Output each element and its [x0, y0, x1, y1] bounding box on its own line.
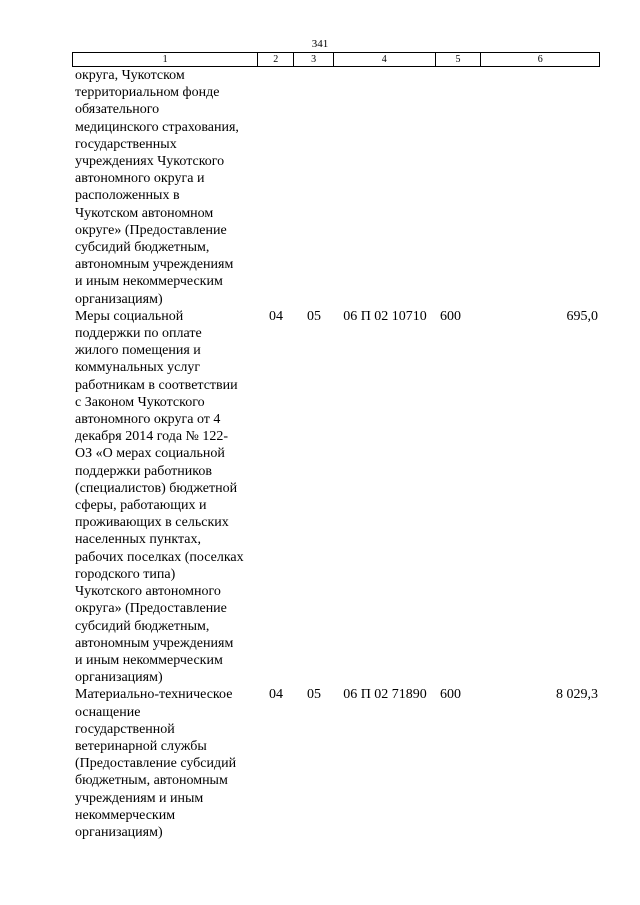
description-line: проживающих в сельских [75, 515, 229, 531]
description-line: организациям) [75, 291, 163, 307]
description-line: коммунальных услуг [75, 360, 201, 376]
row-amount [482, 67, 600, 308]
description-line: сферы, работающих и [75, 498, 207, 514]
budget-table [72, 52, 600, 841]
header-col-6: 6 [537, 54, 543, 65]
description-line: поддержки по оплате [75, 326, 202, 342]
description-line: государственной [75, 721, 175, 737]
header-col-1: 1 [73, 53, 258, 66]
description-line: организациям) [75, 670, 163, 686]
description-line: Чукотского автономного [75, 584, 221, 600]
description-line: (Предоставление субсидий [75, 756, 237, 772]
row-description [72, 67, 258, 308]
row-expense-type: 600 [440, 308, 461, 324]
description-line: государственных [75, 136, 177, 152]
description-line: округа, Чукотском [75, 68, 185, 83]
row-expense-type: 600 [440, 687, 461, 703]
row-subsection [294, 67, 334, 308]
column-number-header [72, 52, 600, 67]
description-line: Чукотском автономном [75, 205, 214, 221]
description-line: оснащение [75, 704, 141, 720]
description-line: и иным некоммерческим [75, 652, 223, 668]
description-line: территориальном фонде [75, 85, 220, 101]
description-line: некоммерческим [75, 807, 176, 823]
row-description [72, 686, 258, 841]
row-subsection: 05 [307, 308, 321, 324]
row-target-code: 06 П 02 71890 [343, 687, 427, 703]
description-line: рабочих поселках (поселках [75, 549, 244, 565]
description-line: организациям) [75, 824, 163, 840]
description-line: населенных пунктах, [75, 532, 201, 548]
description-line: и иным некоммерческим [75, 274, 223, 290]
description-line: городского типа) [75, 566, 176, 582]
page-number: 341 [311, 38, 329, 50]
row-target-code [334, 67, 436, 308]
description-line: работникам в соответствии [75, 377, 238, 393]
table-row [72, 686, 600, 841]
description-line: автономным учреждениям [75, 635, 234, 651]
description-line: субсидий бюджетным, [75, 240, 210, 256]
table-body [72, 67, 600, 841]
row-target-code: 06 П 02 10710 [343, 308, 427, 324]
description-line: субсидий бюджетным, [75, 618, 210, 634]
description-line: декабря 2014 года № 122- [75, 429, 229, 445]
description-line: округе» (Предоставление [75, 222, 227, 238]
description-line: учреждениях Чукотского [75, 154, 225, 170]
row-section: 04 [269, 308, 283, 324]
row-amount: 8 029,3 [556, 687, 598, 703]
row-subsection: 05 [307, 687, 321, 703]
description-line: Материально-техническое [75, 687, 233, 703]
row-amount: 695,0 [566, 308, 598, 324]
description-line: ОЗ «О мерах социальной [75, 446, 225, 462]
table-row [72, 308, 600, 686]
description-line: (специалистов) бюджетной [75, 480, 238, 496]
description-line: с Законом Чукотского [75, 394, 205, 410]
description-line: поддержки работников [75, 463, 212, 479]
row-section [258, 67, 294, 308]
row-expense-type [436, 67, 482, 308]
header-col-3: 3 [294, 53, 334, 66]
row-section: 04 [269, 687, 283, 703]
description-line: бюджетным, автономным [75, 773, 228, 789]
description-line: обязательного [75, 102, 160, 118]
description-line: автономного округа и [75, 171, 205, 187]
row-description [72, 308, 258, 686]
description-line: жилого помещения и [75, 343, 201, 359]
header-col-5: 5 [436, 53, 482, 66]
description-line: автономного округа от 4 [75, 412, 221, 428]
header-col-2: 2 [258, 53, 294, 66]
description-line: расположенных в [75, 188, 180, 204]
description-line: автономным учреждениям [75, 257, 234, 273]
description-line: медицинского страхования, [75, 119, 239, 135]
description-line: ветеринарной службы [75, 738, 207, 754]
table-row [72, 67, 600, 308]
header-col-4: 4 [334, 53, 436, 66]
description-line: округа» (Предоставление [75, 601, 227, 617]
description-line: учреждениям и иным [75, 790, 204, 806]
description-line: Меры социальной [75, 308, 184, 324]
